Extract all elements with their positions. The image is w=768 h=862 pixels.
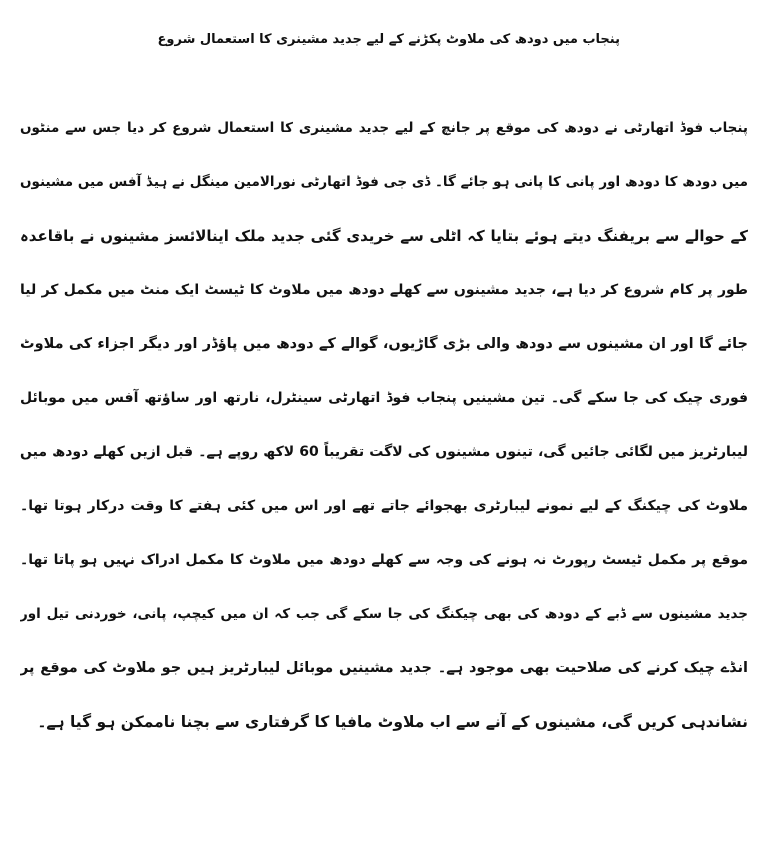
body-line: پنجاب فوڈ اتھارٹی نے دودھ کی موقع پر جانچ کے لیے جدید مشینری کا استعمال شروع کر دیا جس سے منٹوں <box>20 120 748 136</box>
article-headline: پنجاب میں دودھ کی ملاوٹ پکڑنے کے لیے جدید مشینری کا استعمال شروع <box>157 32 620 47</box>
body-line: طور پر کام شروع کر دیا ہے، جدید مشینوں سے کھلے دودھ میں ملاوٹ کا ٹیسٹ ایک منٹ میں مکمل کر لیا <box>20 282 748 298</box>
body-line: جائے گا اور ان مشینوں سے دودھ والی بڑی گاڑیوں، گوالے کے دودھ میں پاؤڈر اور دیگر اجزاء کی ملاوٹ <box>20 336 748 352</box>
body-line: لیبارٹریز میں لگائی جائیں گی، تینوں مشینوں کی لاگت تقریباً 60 لاکھ روپے ہے۔ قبل ازیں کھلے دودھ میں <box>20 444 748 460</box>
body-line: ملاوٹ کی چیکنگ کے لیے نمونے لیبارٹری بھجوائے جاتے تھے اور اس میں کئی ہفتے کا وقت درکار ہوتا تھا۔ <box>20 498 748 514</box>
body-line: انڈے چیک کرنے کی صلاحیت بھی موجود ہے۔ جدید مشینیں موبائل لیبارٹریز ہیں جو ملاوٹ کی موقع پر <box>20 660 748 676</box>
article-body <box>20 101 748 749</box>
body-line: موقع پر مکمل ٹیسٹ رپورٹ نہ ہونے کی وجہ سے کھلے دودھ میں ملاوٹ کا مکمل ادراک نہیں ہو پاتا تھا۔ <box>20 552 748 568</box>
body-line: میں دودھ کا دودھ اور پانی کا پانی ہو جائے گا۔ ڈی جی فوڈ اتھارٹی نورالامین مینگل نے ہیڈ آفس میں مشینوں <box>20 174 748 190</box>
body-line: فوری چیک کی جا سکے گی۔ تین مشینیں پنجاب فوڈ اتھارٹی سینٹرل، نارتھ اور ساؤتھ آفس میں موبائل <box>20 390 748 406</box>
body-line: کے حوالے سے بریفنگ دیتے ہوئے بتایا کہ اٹلی سے خریدی گئی جدید ملک اینالائسز مشینوں نے باقاعدہ <box>20 227 748 245</box>
body-line: نشاندہی کریں گی، مشینوں کے آنے سے اب ملاوٹ مافیا کا گرفتاری سے بچنا ناممکن ہو گیا ہے۔ <box>37 713 748 731</box>
body-line: جدید مشینوں سے ڈبے کے دودھ کی بھی چیکنگ کی جا سکے گی جب کہ ان میں کیچپ، پانی، خوردنی تیل اور <box>20 606 748 622</box>
